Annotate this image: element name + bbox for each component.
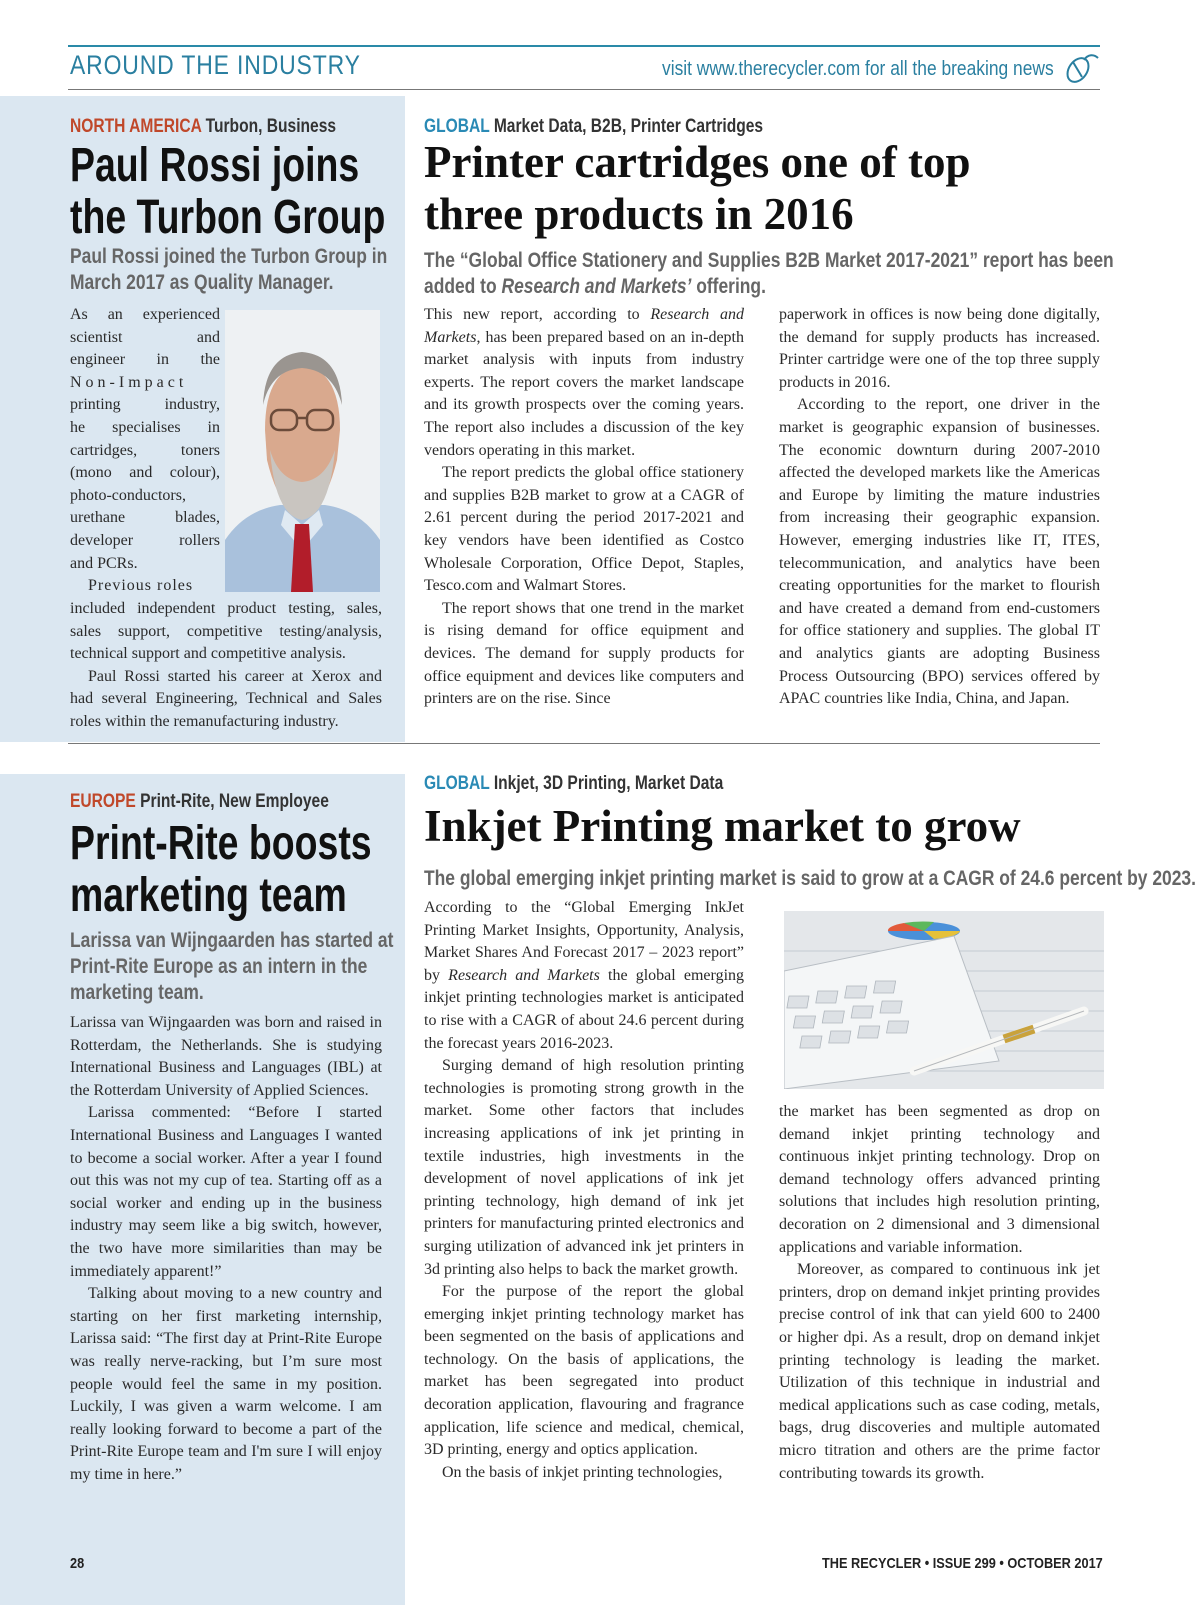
article1-wrap-text: [70, 304, 220, 598]
text-line: engineer in the: [70, 351, 220, 369]
emphasis: Research and Markets: [424, 306, 745, 346]
article4-col2: [779, 1101, 1100, 1485]
text-line: printing industry,: [70, 396, 220, 414]
region-label: EUROPE: [70, 791, 136, 812]
article1-standfirst: [70, 244, 387, 296]
text-line: Non-Impact: [70, 373, 188, 391]
emphasis: Research and Markets: [448, 966, 600, 984]
article3-standfirst: [70, 928, 393, 1006]
standfirst-emphasis: Research and Markets’: [501, 275, 692, 298]
region-label: NORTH AMERICA: [70, 116, 202, 137]
paragraph: the market has been segmented as drop on demand inkjet printing technology and continuous inkjet printing technology. Drop on demand technology offers advanced printing solutions that includes high resolution printing, decoration on 2 dimensional and 3 dimensional applications and variable information.: [779, 1103, 1100, 1256]
text-line: photo-conductors,: [70, 486, 186, 504]
tags-label: Print-Rite, New Employee: [140, 791, 329, 812]
paragraph: [424, 897, 744, 1055]
headline-line: Paul Rossi joins: [70, 139, 360, 192]
paragraph: On the basis of inkjet printing technologies,: [442, 1463, 723, 1481]
paragraph: Paul Rossi started his career at Xerox and had several Engineering, Technical and Sales roles within the remanufacturing industry.: [70, 667, 382, 730]
text: This new report, according to: [424, 306, 651, 323]
standfirst-line: [424, 274, 1114, 300]
text: According to the “Global Emerging InkJet Printing Market Insights, Opportunity, Analysis, Market Shares And Forecast 2017 – 2023 report” by: [424, 899, 744, 984]
paragraph: For the purpose of the report the global emerging inkjet printing technology market has been segmented on the basis of applications and technology. On the basis of applications, the market has been segregated into product decoration application, flavouring and fragrance application, life science and medical, chemical, 3D printing, energy and optics application.: [424, 1283, 744, 1459]
header-rule: [68, 45, 1100, 47]
visit-link[interactable]: visit www.therecycler.com for all the breaking news: [662, 58, 1054, 80]
paragraph: Talking about moving to a new country and starting on her first marketing internship, Larissa said: “The first day at Print-Rite Europe was really nerve-racking, but I’m sure most people would feel the same in my position. Luckily, I was given a warm welcome. I am really looking forward to become a part of the Print-Rite Europe team and I'm sure I will enjoy my time in here.”: [70, 1285, 382, 1483]
text: the global emerging inkjet printing technologies market is anticipated to rise with a CAGR of about 24.6 percent during the forecast years 2016-2023.: [424, 966, 745, 1052]
article4-kicker: [424, 773, 723, 795]
text-line: As an experienced: [70, 306, 220, 323]
calculator-photo: [784, 911, 1104, 1089]
article2-kicker: [424, 116, 763, 138]
paragraph: The report shows that one trend in the market is rising demand for office equipment and devices. The demand for supply products for office equipment and devices like computers and printers are on the rise. Since: [424, 599, 744, 708]
article2-headline: [424, 136, 971, 240]
article1-kicker: [70, 116, 336, 138]
standfirst-line: marketing team.: [70, 981, 204, 1004]
article1-body: [70, 598, 382, 734]
text-line: Previous roles: [88, 577, 194, 595]
headline-line: Printer cartridges one of top: [424, 137, 971, 187]
mouse-icon: [1058, 50, 1100, 86]
issue-line: THE RECYCLER • ISSUE 299 • OCTOBER 2017: [822, 1555, 1103, 1572]
article3-headline: [70, 818, 372, 922]
paragraph: Larissa commented: “Before I started International Business and Languages I wanted to become a social worker. After a year I found out this was not my cup of tea. Starting off as a social worker and ending up in the business industry may seem like a big switch, however, the two have more similarities than may be immediately apparent!”: [70, 1104, 382, 1280]
text-line: he specialises in: [70, 418, 220, 436]
text-line: and PCRs.: [70, 554, 138, 572]
standfirst-line: Larissa van Wijngaarden has started at: [70, 929, 394, 952]
paragraph: Surging demand of high resolution printing technologies is promoting strong growth in the market. Some other factors that includes increasing applications of ink jet printing in textile industries, high investments in the development of novel applications of ink jet printing technology, high demand of ink jet printers for manufacturing printed electronics and surging utilization of advanced ink jet printers in 3d printing also helps to back the market growth.: [424, 1057, 744, 1278]
tags-label: Market Data, B2B, Printer Cartridges: [493, 116, 764, 137]
paragraph: According to the report, one driver in the market is geographic expansion of businesses. The economic downturn during 2007-2010 affected the developed markets like the Americas and Europe by limiting the mature industries from increasing their geographic expansion. However, emerging industries like IT, ITES, telecommunication, and analytics have been creating opportunities for the market to flourish and have created a demand from end-customers for office stationery and supplies. The global IT and analytics giants are adopting Business Process Outsourcing (BPO) services offered by APAC countries like India, China, and Japan.: [779, 396, 1100, 708]
text-line: urethane blades,: [70, 509, 220, 527]
section-label: AROUND THE INDUSTRY: [70, 50, 361, 80]
region-label: GLOBAL: [424, 773, 490, 794]
standfirst-text: offering.: [691, 275, 766, 298]
text-line: cartridges, toners: [70, 441, 220, 459]
article3-body: [70, 1012, 382, 1486]
paragraph: included independent product testing, sales, sales support, competitive testing/analysis, technical support and competitive analysis.: [70, 600, 382, 663]
paragraph: Moreover, as compared to continuous ink jet printers, drop on demand inkjet printing provides precise control of ink that can yield 600 to 2400 or higher dpi. As a result, drop on demand inkjet printing technology is leading the market. Utilization of this technique in industrial and medical applications such as case coding, metals, bags, drug discoveries and multiple automated micro titration and others are the prime factor contributing towards its growth.: [779, 1261, 1100, 1482]
region-label: GLOBAL: [424, 116, 490, 137]
paragraph: paperwork in offices is now being done digitally, the demand for supply products has increased. Printer cartridge were one of the top three supply products in 2016.: [779, 306, 1100, 391]
text-line: developer rollers: [70, 531, 220, 549]
article3-kicker: [70, 791, 329, 813]
tags-label: Inkjet, 3D Printing, Market Data: [493, 773, 724, 794]
paragraph: [424, 304, 744, 462]
standfirst-line: Print-Rite Europe as an intern in the: [70, 955, 368, 978]
headline-line: three products in 2016: [424, 189, 854, 239]
headline-line: the Turbon Group: [70, 191, 386, 244]
article4-standfirst: The global emerging inkjet printing market is said to grow at a CAGR of 24.6 percent by 2023.: [424, 867, 1196, 890]
article4-headline: Inkjet Printing market to grow: [424, 801, 1021, 851]
article2-col2: [779, 304, 1100, 711]
header-bottom-rule: [68, 89, 1100, 90]
standfirst-line: Paul Rossi joined the Turbon Group in: [70, 245, 388, 268]
paragraph: The report predicts the global office stationery and supplies B2B market to grow at a CAGR of 2.61 percent during the period 2017-2021 and key vendors have been identified as Costco Wholesale Corporation, Office Depot, Staples, Tesco.com and Walmart Stores.: [424, 464, 744, 595]
article1-headline: [70, 140, 385, 244]
standfirst-line: March 2017 as Quality Manager.: [70, 271, 334, 294]
article2-col1: [424, 304, 744, 711]
portrait-photo: [225, 310, 380, 592]
tags-label: Turbon, Business: [205, 116, 337, 137]
text: , has been prepared based on an in-depth market analysis with inputs from industry experts. The report covers the market landscape and its growth prospects over the coming years. The report also includes a discussion of the key vendors operating in this market.: [424, 328, 744, 459]
headline-line: Print-Rite boosts: [70, 817, 372, 870]
text-line: (mono and colour),: [70, 464, 220, 482]
article2-standfirst: [424, 248, 1114, 300]
page-number: 28: [70, 1555, 85, 1572]
paragraph: Larissa van Wijngaarden was born and raised in Rotterdam, the Netherlands. She is studying International Business and Languages (IBL) at the Rotterdam University of Applied Sciences.: [70, 1014, 382, 1099]
standfirst-line: The “Global Office Stationery and Supplies B2B Market 2017-2021” report has been: [424, 249, 1114, 272]
article4-col1: [424, 897, 744, 1484]
mid-rule: [68, 743, 1100, 744]
headline-line: marketing team: [70, 869, 347, 922]
standfirst-text: added to: [424, 275, 502, 298]
text-line: scientist and: [70, 328, 220, 346]
